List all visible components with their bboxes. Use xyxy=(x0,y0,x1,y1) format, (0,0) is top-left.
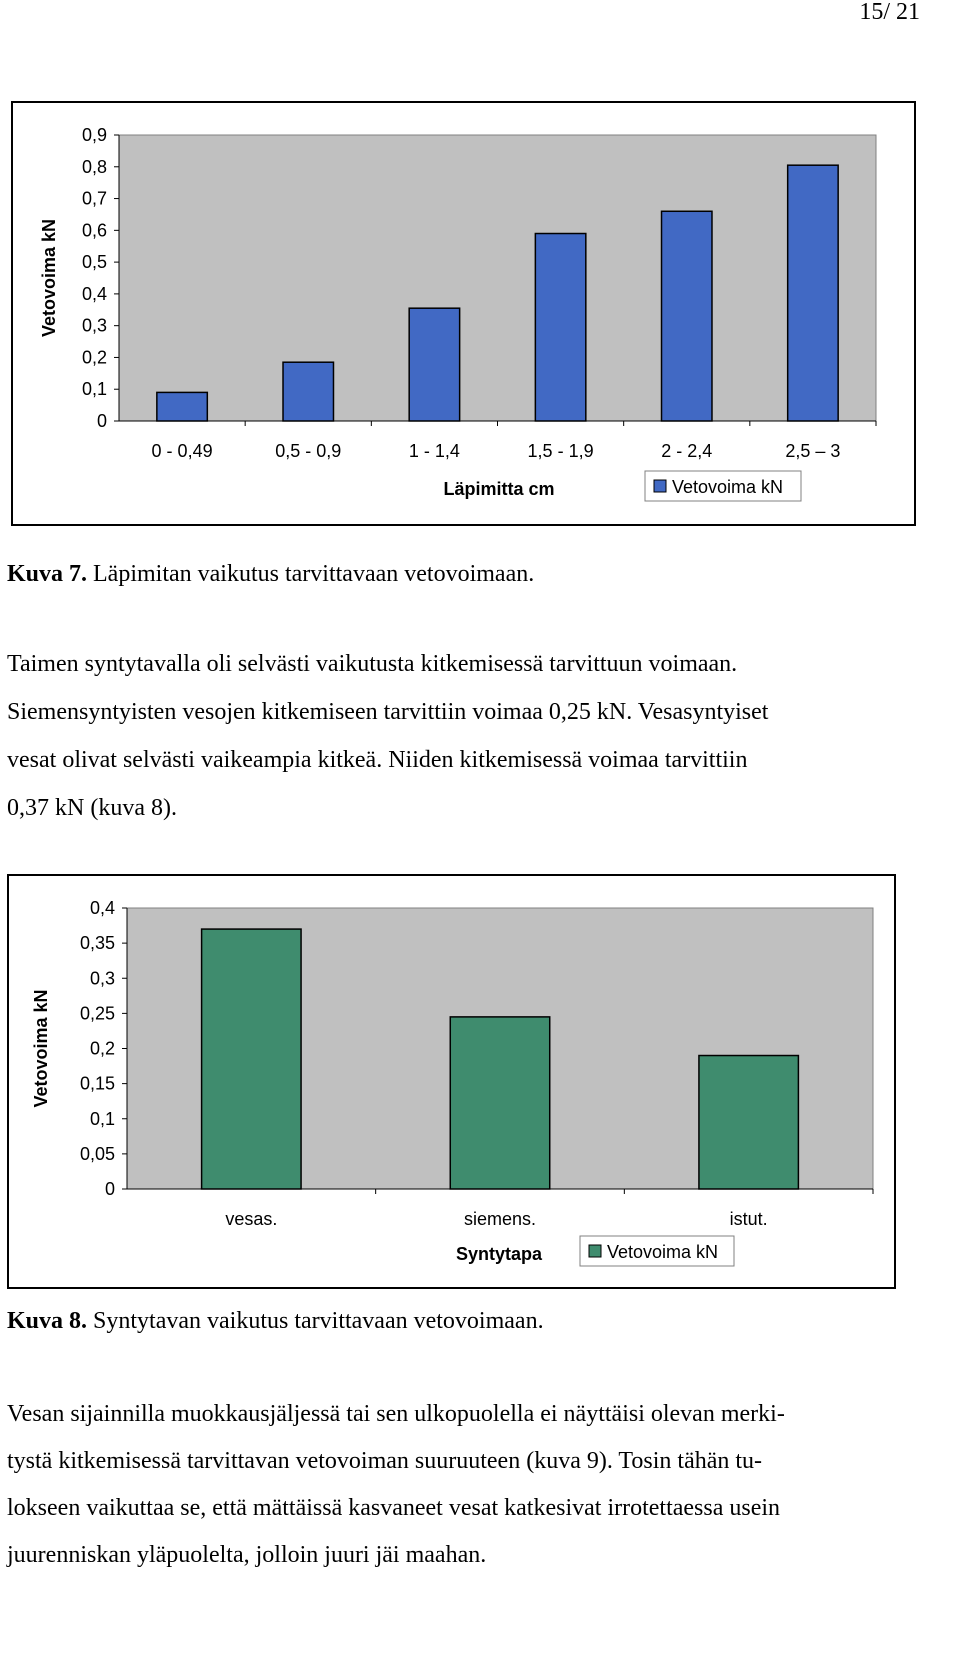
x-tick-label: istut. xyxy=(729,1209,768,1229)
y-tick-label: 0,7 xyxy=(81,188,107,209)
y-tick-label: 0,05 xyxy=(79,1143,115,1164)
y-tick-label: 0,15 xyxy=(79,1073,115,1094)
x-tick-label: vesas. xyxy=(225,1209,278,1229)
legend-swatch xyxy=(589,1245,601,1257)
y-tick-label: 0,3 xyxy=(81,315,107,336)
x-axis-title: Läpimitta cm xyxy=(443,479,555,499)
y-tick-label: 0,4 xyxy=(89,898,115,918)
chart1-svg xyxy=(13,103,914,524)
y-tick-label: 0,2 xyxy=(89,1038,115,1059)
bar xyxy=(699,1056,798,1189)
y-tick-label: 0 xyxy=(96,411,107,431)
paragraph-line: tystä kitkemisessä tarvittavan vetovoiman suuruuteen (kuva 9). Tosin tähän tu- xyxy=(7,1448,763,1474)
legend-label: Vetovoima kN xyxy=(672,477,784,497)
y-axis-title: Vetovoima kN xyxy=(31,989,51,1108)
caption-label: Kuva 8. xyxy=(7,1308,88,1334)
y-tick-label: 0,8 xyxy=(81,156,107,177)
caption-label: Kuva 7. xyxy=(7,561,88,587)
x-tick-label: 0,5 - 0,9 xyxy=(275,441,342,461)
y-tick-label: 0,1 xyxy=(81,379,107,400)
x-tick-label: 1 - 1,4 xyxy=(408,441,460,461)
paragraph-line: 0,37 kN (kuva 8). xyxy=(7,795,177,821)
y-tick-label: 0,5 xyxy=(81,252,107,273)
paragraph-line: vesat olivat selvästi vaikeampia kitkeä. Niiden kitkemisessä voimaa tarvittiin xyxy=(7,747,748,773)
plot-area xyxy=(119,135,876,421)
y-tick-label: 0,1 xyxy=(89,1108,115,1129)
page-number: 15/ 21 xyxy=(859,0,920,25)
x-tick-label: 2,5 – 3 xyxy=(785,441,841,461)
y-tick-label: 0 xyxy=(104,1179,115,1199)
x-tick-label: 0 - 0,49 xyxy=(151,441,213,461)
y-tick-label: 0,9 xyxy=(81,125,107,145)
paragraph-line: Vesan sijainnilla muokkausjäljessä tai sen ulkopuolella ei näyttäisi olevan merki- xyxy=(7,1401,785,1427)
bar xyxy=(788,165,838,421)
figure-caption-8 xyxy=(7,1307,544,1335)
chart-lapimitta-vetovoima xyxy=(11,101,916,526)
paragraph-line: juurenniskan yläpuolelta, jolloin juuri jäi maahan. xyxy=(7,1542,487,1568)
bar xyxy=(157,392,207,421)
y-tick-label: 0,2 xyxy=(81,347,107,368)
bar xyxy=(450,1017,549,1189)
paragraph-line: lokseen vaikuttaa se, että mättäissä kasvaneet vesat katkesivat irrotettaessa usein xyxy=(7,1495,781,1521)
x-axis-title: Syntytapa xyxy=(455,1244,543,1264)
x-tick-label: siemens. xyxy=(463,1209,537,1229)
caption-text: Syntytavan vaikutus tarvittavaan vetovoimaan. xyxy=(87,1308,544,1334)
bar xyxy=(202,929,301,1189)
caption-text: Läpimitan vaikutus tarvittavaan vetovoimaan. xyxy=(87,561,535,587)
bar xyxy=(535,234,585,421)
paragraph-line: Siemensyntyisten vesojen kitkemiseen tarvittiin voimaa 0,25 kN. Vesasyntyiset xyxy=(7,699,769,725)
y-tick-label: 0,35 xyxy=(79,933,115,954)
figure-caption-7 xyxy=(7,560,534,588)
bar xyxy=(662,211,712,421)
y-tick-label: 0,3 xyxy=(89,968,115,989)
x-tick-label: 2 - 2,4 xyxy=(661,441,713,461)
chart2-svg xyxy=(9,876,894,1287)
bar xyxy=(283,362,333,421)
y-tick-label: 0,6 xyxy=(81,220,107,241)
bar xyxy=(409,308,459,421)
y-axis-title: Vetovoima kN xyxy=(39,218,59,338)
chart-syntytapa-vetovoima xyxy=(7,874,896,1289)
y-tick-label: 0,4 xyxy=(81,283,107,304)
x-tick-label: 1,5 - 1,9 xyxy=(527,441,594,461)
legend-swatch xyxy=(654,480,666,492)
paragraph-line: Taimen syntytavalla oli selvästi vaikutusta kitkemisessä tarvittuun voimaan. xyxy=(7,651,738,677)
y-tick-label: 0,25 xyxy=(79,1003,115,1024)
legend-label: Vetovoima kN xyxy=(607,1242,719,1262)
